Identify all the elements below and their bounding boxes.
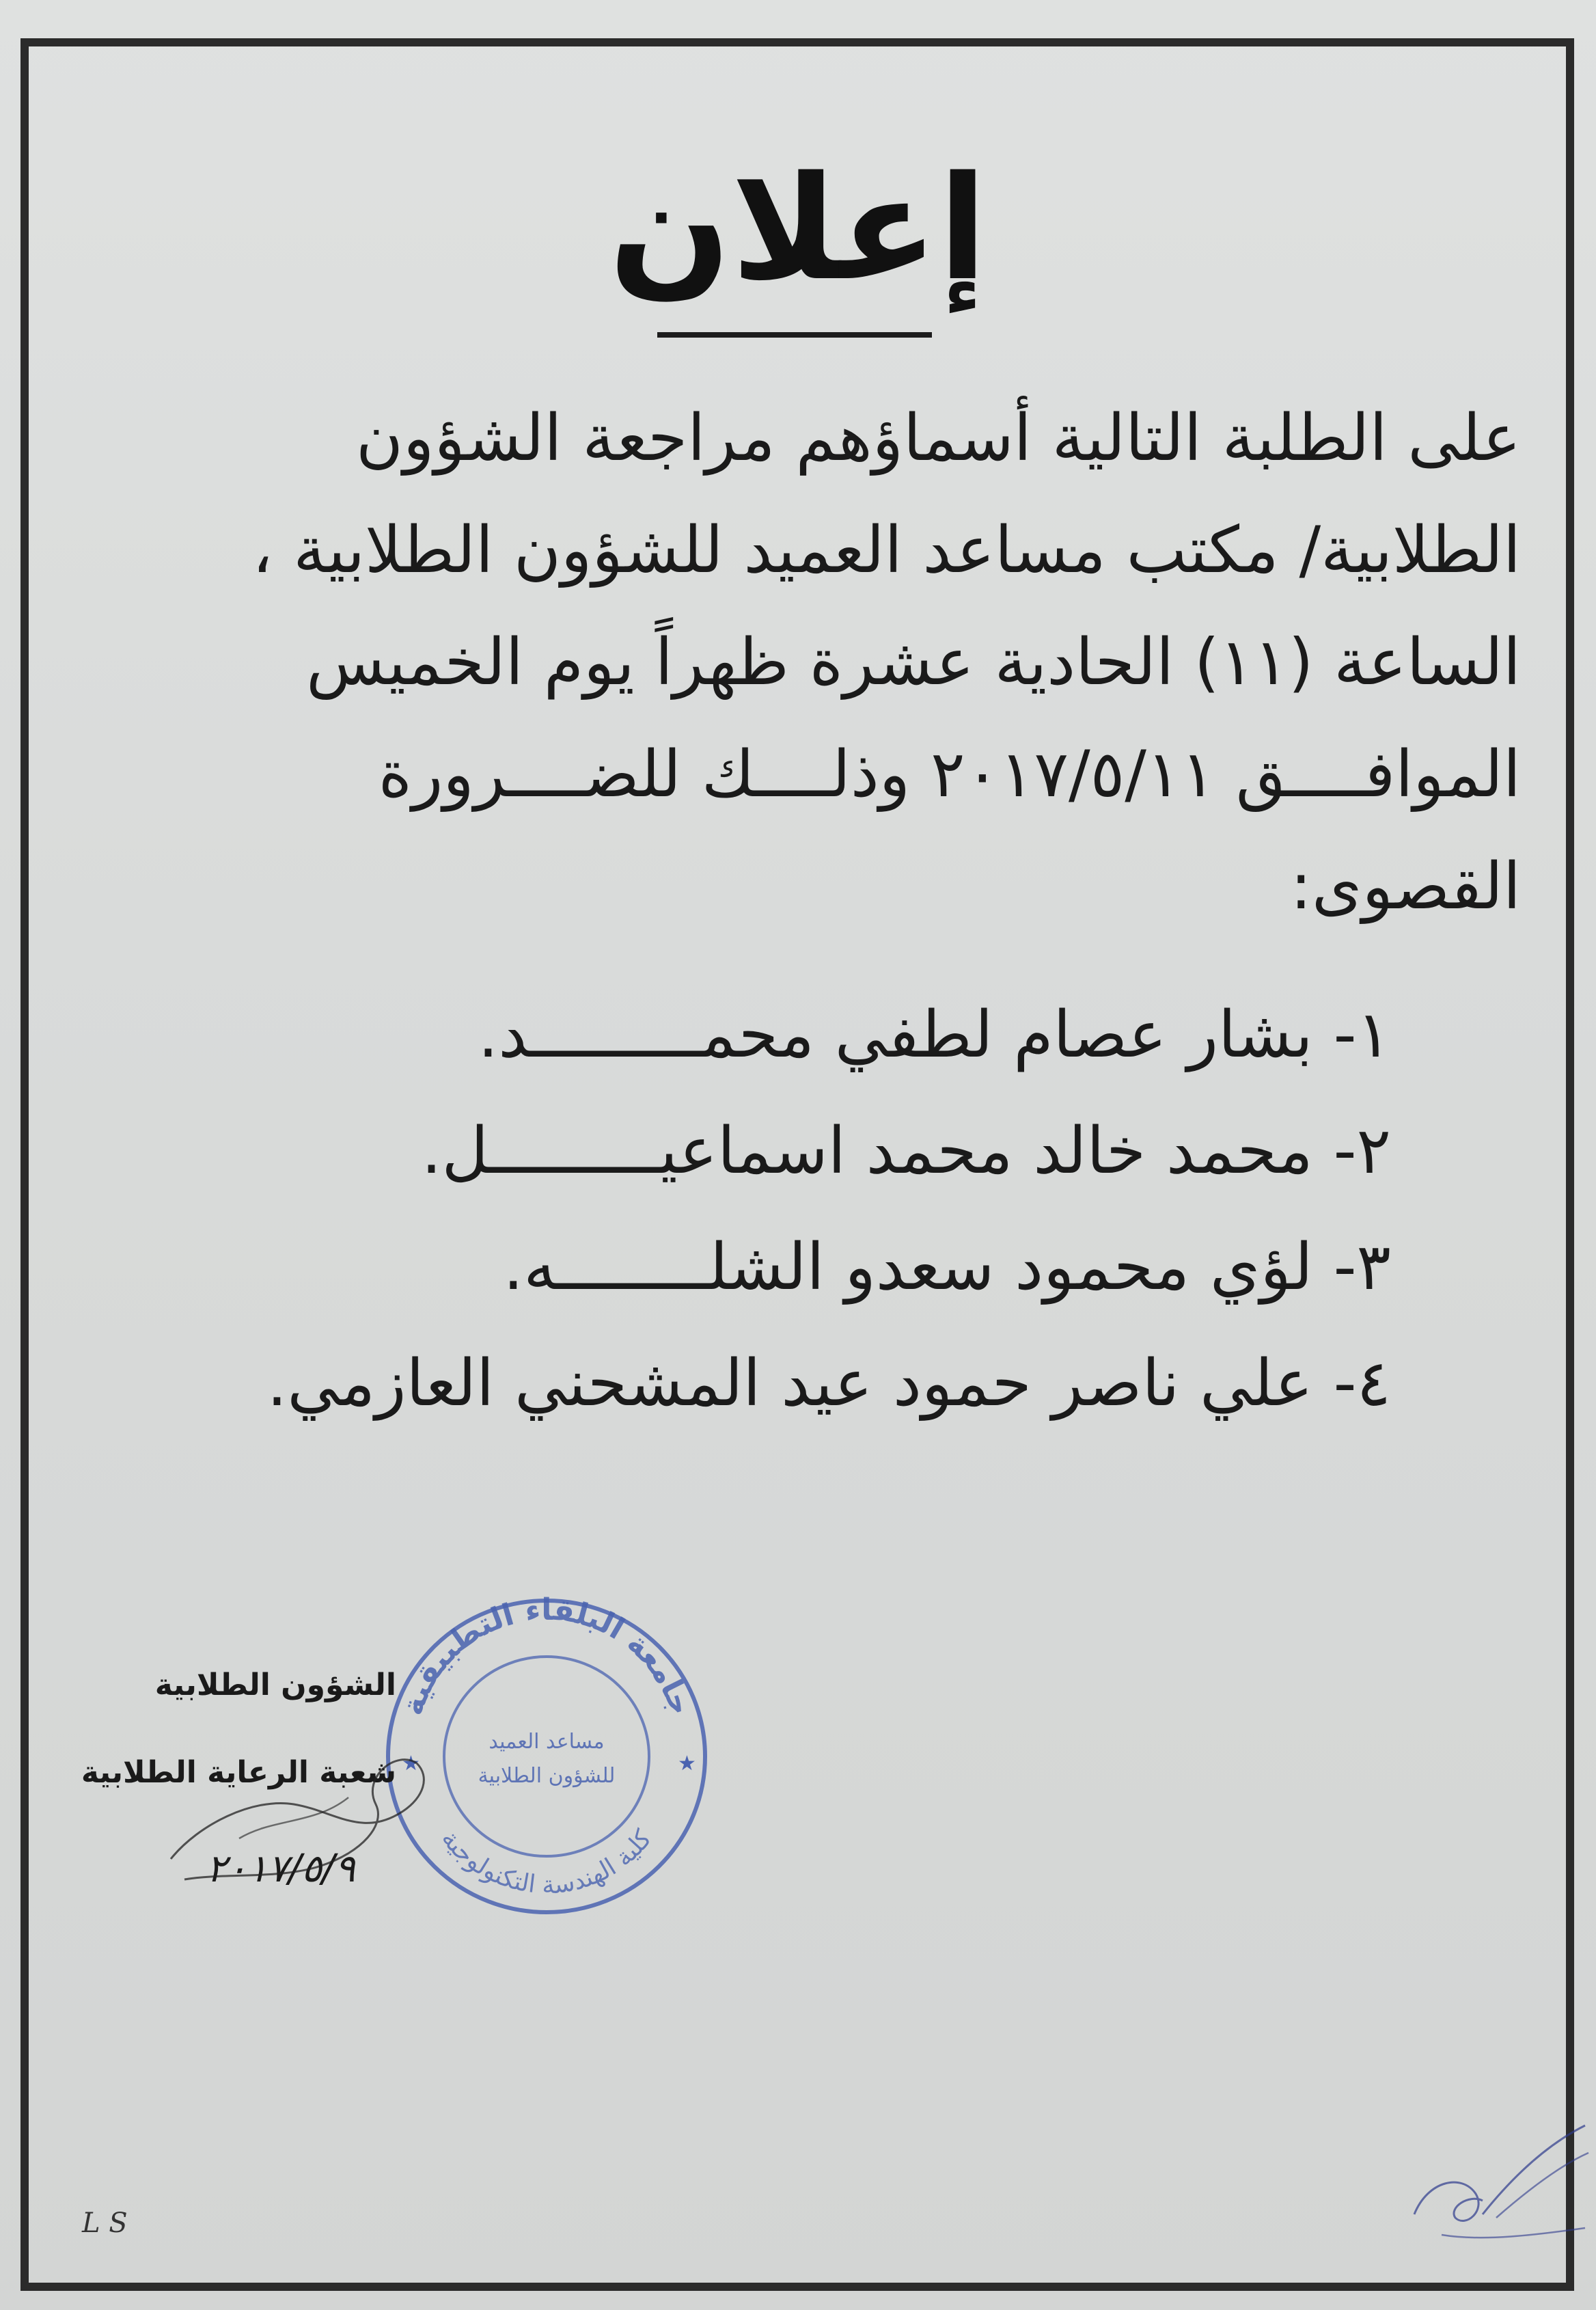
svg-text:كلية الهندسة التكنولوجية: [436, 1825, 658, 1900]
body-line: الموافــــق ٢٠١٧/٥/١١ وذلــــك للضــــرورة: [378, 737, 1521, 812]
section-name: شعبة الرعاية الطلابية: [81, 1755, 396, 1790]
stamp-star-left: ★: [402, 1752, 420, 1776]
handwritten-signature: [157, 1722, 444, 1893]
body-line: القصوى:: [1290, 850, 1521, 924]
stamp-inner-line1: مساعد العميد: [489, 1730, 605, 1754]
announcement-title: إعلان: [608, 145, 988, 312]
title-underline: [657, 332, 932, 338]
body-line: الطلابية/ مكتب مساعد العميد للشؤون الطلابية ،: [251, 513, 1521, 588]
body-line: الساعة (١١) الحادية عشرة ظهراً يوم الخميس: [306, 625, 1521, 700]
student-list: [161, 977, 1391, 1442]
announcement-body: [100, 383, 1521, 943]
list-item: ٤- علي ناصر حمود عيد المشحني العازمي.: [266, 1346, 1391, 1421]
body-line: على الطلبة التالية أسماؤهم مراجعة الشؤون: [355, 401, 1521, 476]
department-name: الشؤون الطلابية: [154, 1668, 396, 1702]
list-item: ٢- محمد خالد محمد اسماعيـــــــــل.: [421, 1114, 1391, 1188]
corner-signature: [1401, 2098, 1592, 2262]
page-initials: L S: [82, 2207, 128, 2239]
stamp-inner-line2: للشؤون الطلابية: [478, 1764, 616, 1788]
stamp-top-text: جامعة البلقاء التطبيقية: [394, 1592, 699, 1720]
signature-date: ٢٠١٧/٥/٩: [206, 1847, 355, 1891]
list-item: ١- بشار عصام لطفي محمـــــــــد.: [478, 998, 1391, 1072]
stamp-bottom-text: كلية الهندسة التكنولوجية: [435, 1825, 658, 1900]
list-item: ٣- لؤي محمود سعدو الشلــــــــه.: [503, 1230, 1391, 1305]
stamp-star-right: ★: [678, 1752, 696, 1776]
